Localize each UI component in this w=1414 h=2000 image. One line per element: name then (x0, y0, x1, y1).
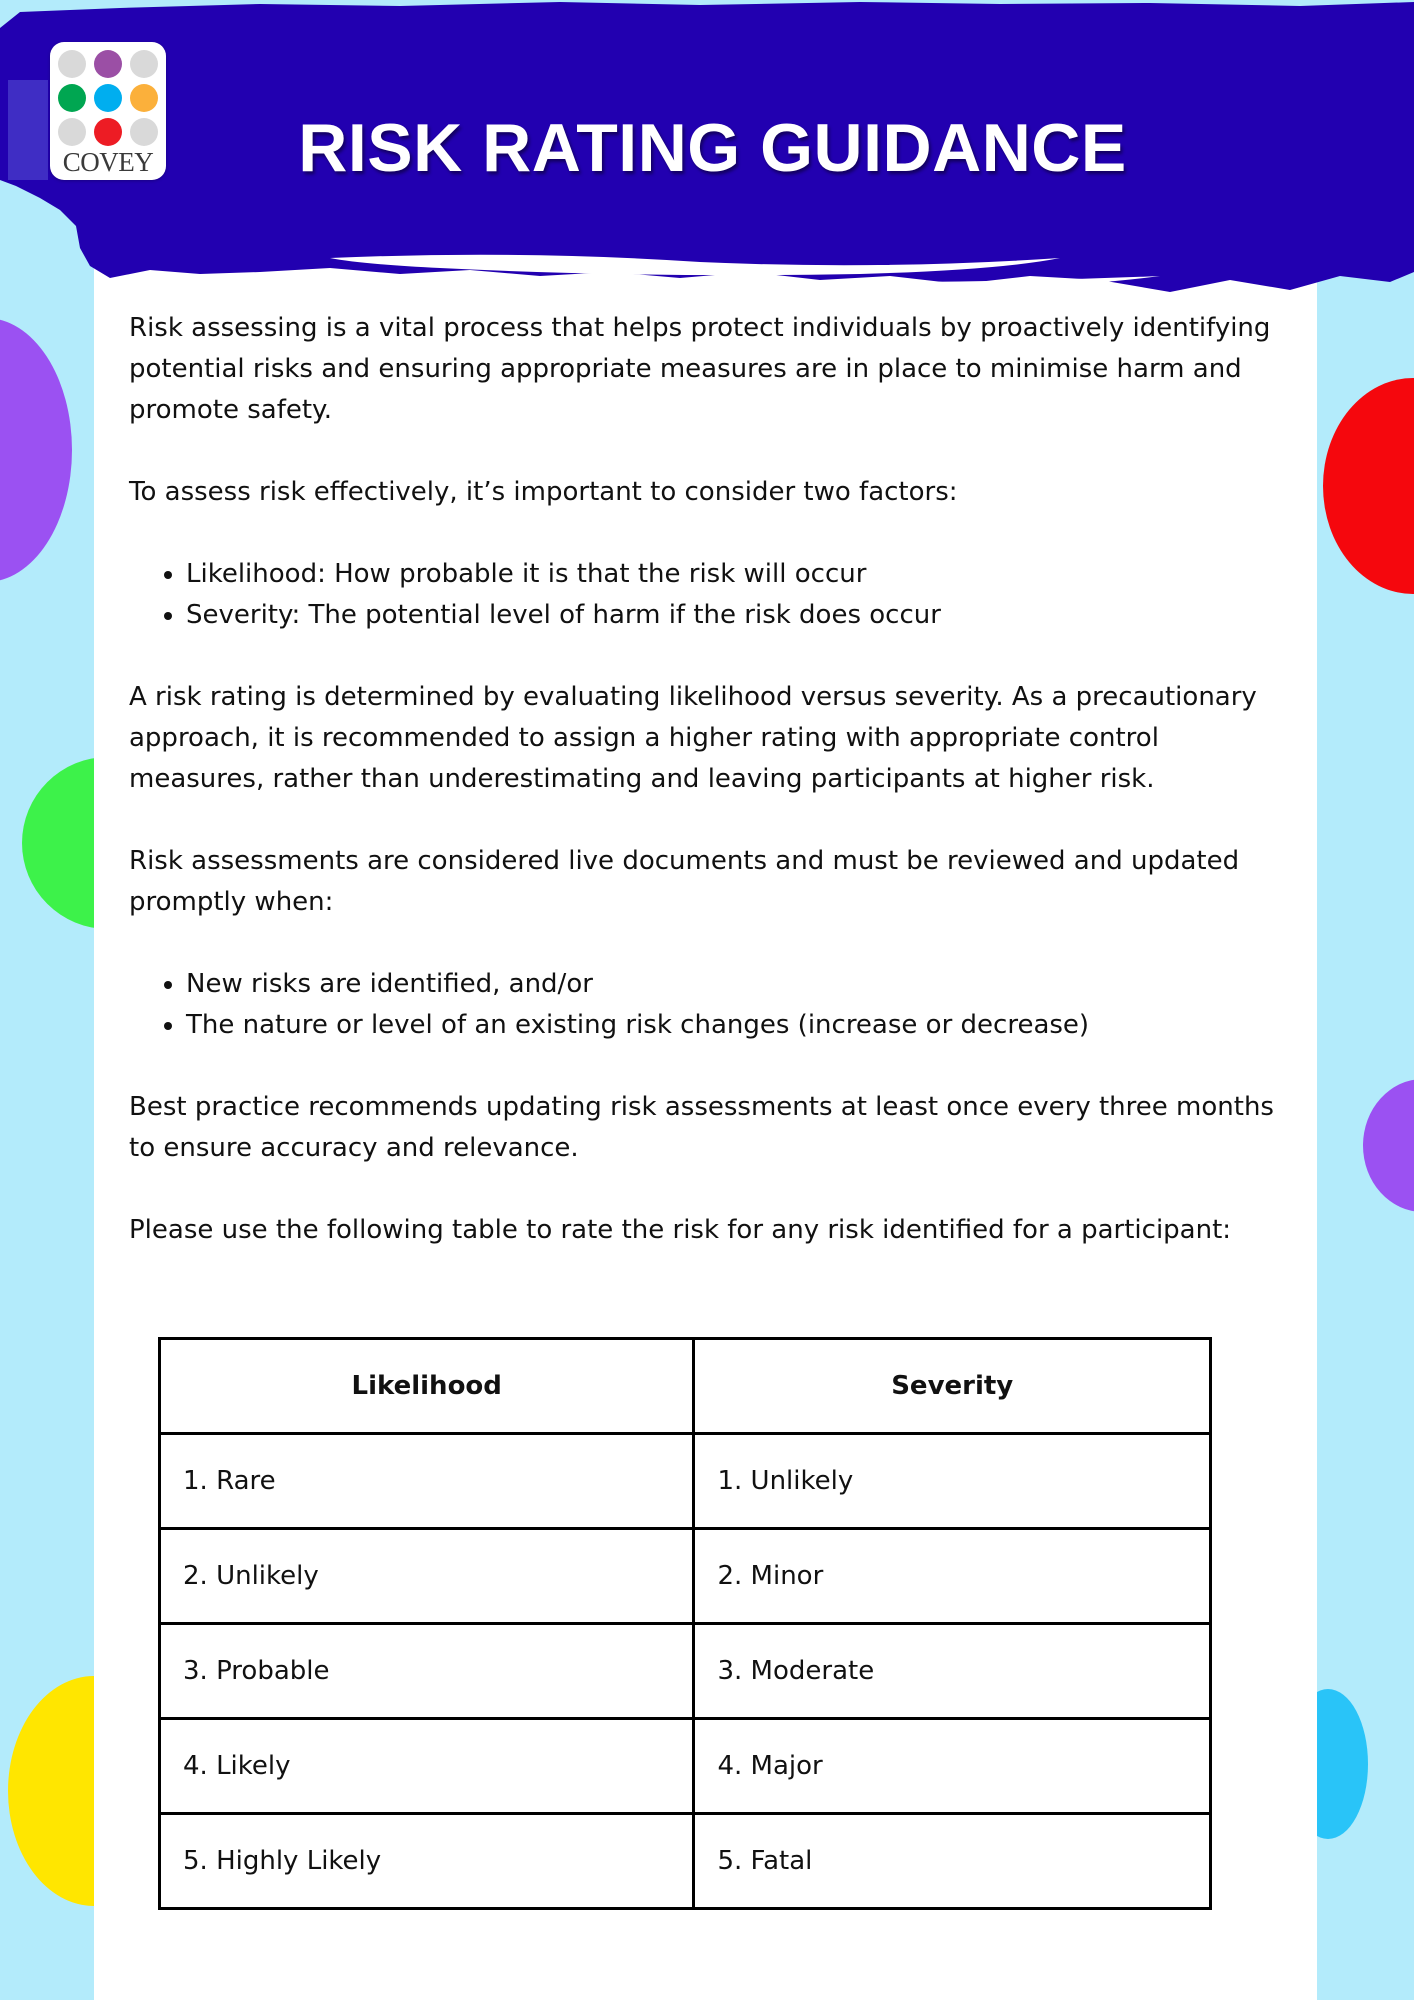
logo-dot (94, 84, 122, 112)
logo-dot (94, 50, 122, 78)
decorative-circle-red-right (1323, 378, 1414, 594)
severity-cell: 2. Minor (694, 1529, 1211, 1624)
decorative-circle-purple-right (1363, 1079, 1414, 1212)
rating-paragraph: A risk rating is determined by evaluating likelihood versus severity. As a precautionary approach, it is recommended to assign a higher rating with appropriate control measures, rather than underestimating and leaving participants at higher risk. (129, 682, 1257, 794)
list-item: • Severity: The potential level of harm if the risk does occur (186, 595, 1279, 636)
logo-dot (130, 50, 158, 78)
logo-dot (58, 50, 86, 78)
severity-cell: 1. Unlikely (694, 1434, 1211, 1529)
factors-list (129, 554, 1279, 636)
table-header-row (160, 1339, 1211, 1434)
header-brush-splash (180, 276, 1160, 294)
header-hatch (8, 80, 48, 180)
best-practice-paragraph: Best practice recommends updating risk assessments at least once every three months to ensure accuracy and relevance. (129, 1092, 1274, 1163)
decorative-circle-purple-left (0, 318, 72, 582)
severity-cell: 4. Major (694, 1719, 1211, 1814)
table-row (160, 1814, 1211, 1909)
table-row (160, 1434, 1211, 1529)
severity-cell: 3. Moderate (694, 1624, 1211, 1719)
table-row (160, 1719, 1211, 1814)
review-list (129, 964, 1279, 1046)
list-item: • Likelihood: How probable it is that the risk will occur (186, 554, 1279, 595)
page-title: RISK RATING GUIDANCE (298, 110, 1127, 186)
table-row (160, 1529, 1211, 1624)
logo-wordmark: COVEY (62, 147, 154, 177)
logo-dot (94, 118, 122, 146)
table-row (160, 1624, 1211, 1719)
likelihood-cell: 3. Probable (160, 1624, 694, 1719)
table-intro-paragraph: Please use the following table to rate the risk for any risk identified for a participant: (129, 1215, 1232, 1245)
intro-paragraph: Risk assessing is a vital process that helps protect individuals by proactively identifying potential risks and ensuring appropriate measures are in place to minimise harm and promote safety. (129, 313, 1271, 425)
covey-logo (50, 42, 166, 180)
list-item: • The nature or level of an existing risk changes (increase or decrease) (186, 1005, 1279, 1046)
likelihood-cell: 1. Rare (160, 1434, 694, 1529)
logo-dot (130, 84, 158, 112)
likelihood-cell: 2. Unlikely (160, 1529, 694, 1624)
risk-rating-table (158, 1337, 1212, 1910)
logo-dot (58, 118, 86, 146)
likelihood-cell: 4. Likely (160, 1719, 694, 1814)
logo-dot (58, 84, 86, 112)
header-likelihood: Likelihood (160, 1339, 694, 1434)
logo-dot (130, 118, 158, 146)
review-intro-paragraph: Risk assessments are considered live documents and must be reviewed and updated promptly when: (129, 846, 1240, 917)
document-body (129, 308, 1279, 1292)
header-severity: Severity (694, 1339, 1211, 1434)
severity-cell: 5. Fatal (694, 1814, 1211, 1909)
factors-intro-paragraph: To assess risk effectively, it’s important to consider two factors: (129, 477, 958, 507)
likelihood-cell: 5. Highly Likely (160, 1814, 694, 1909)
list-item: • New risks are identified, and/or (186, 964, 1279, 1005)
